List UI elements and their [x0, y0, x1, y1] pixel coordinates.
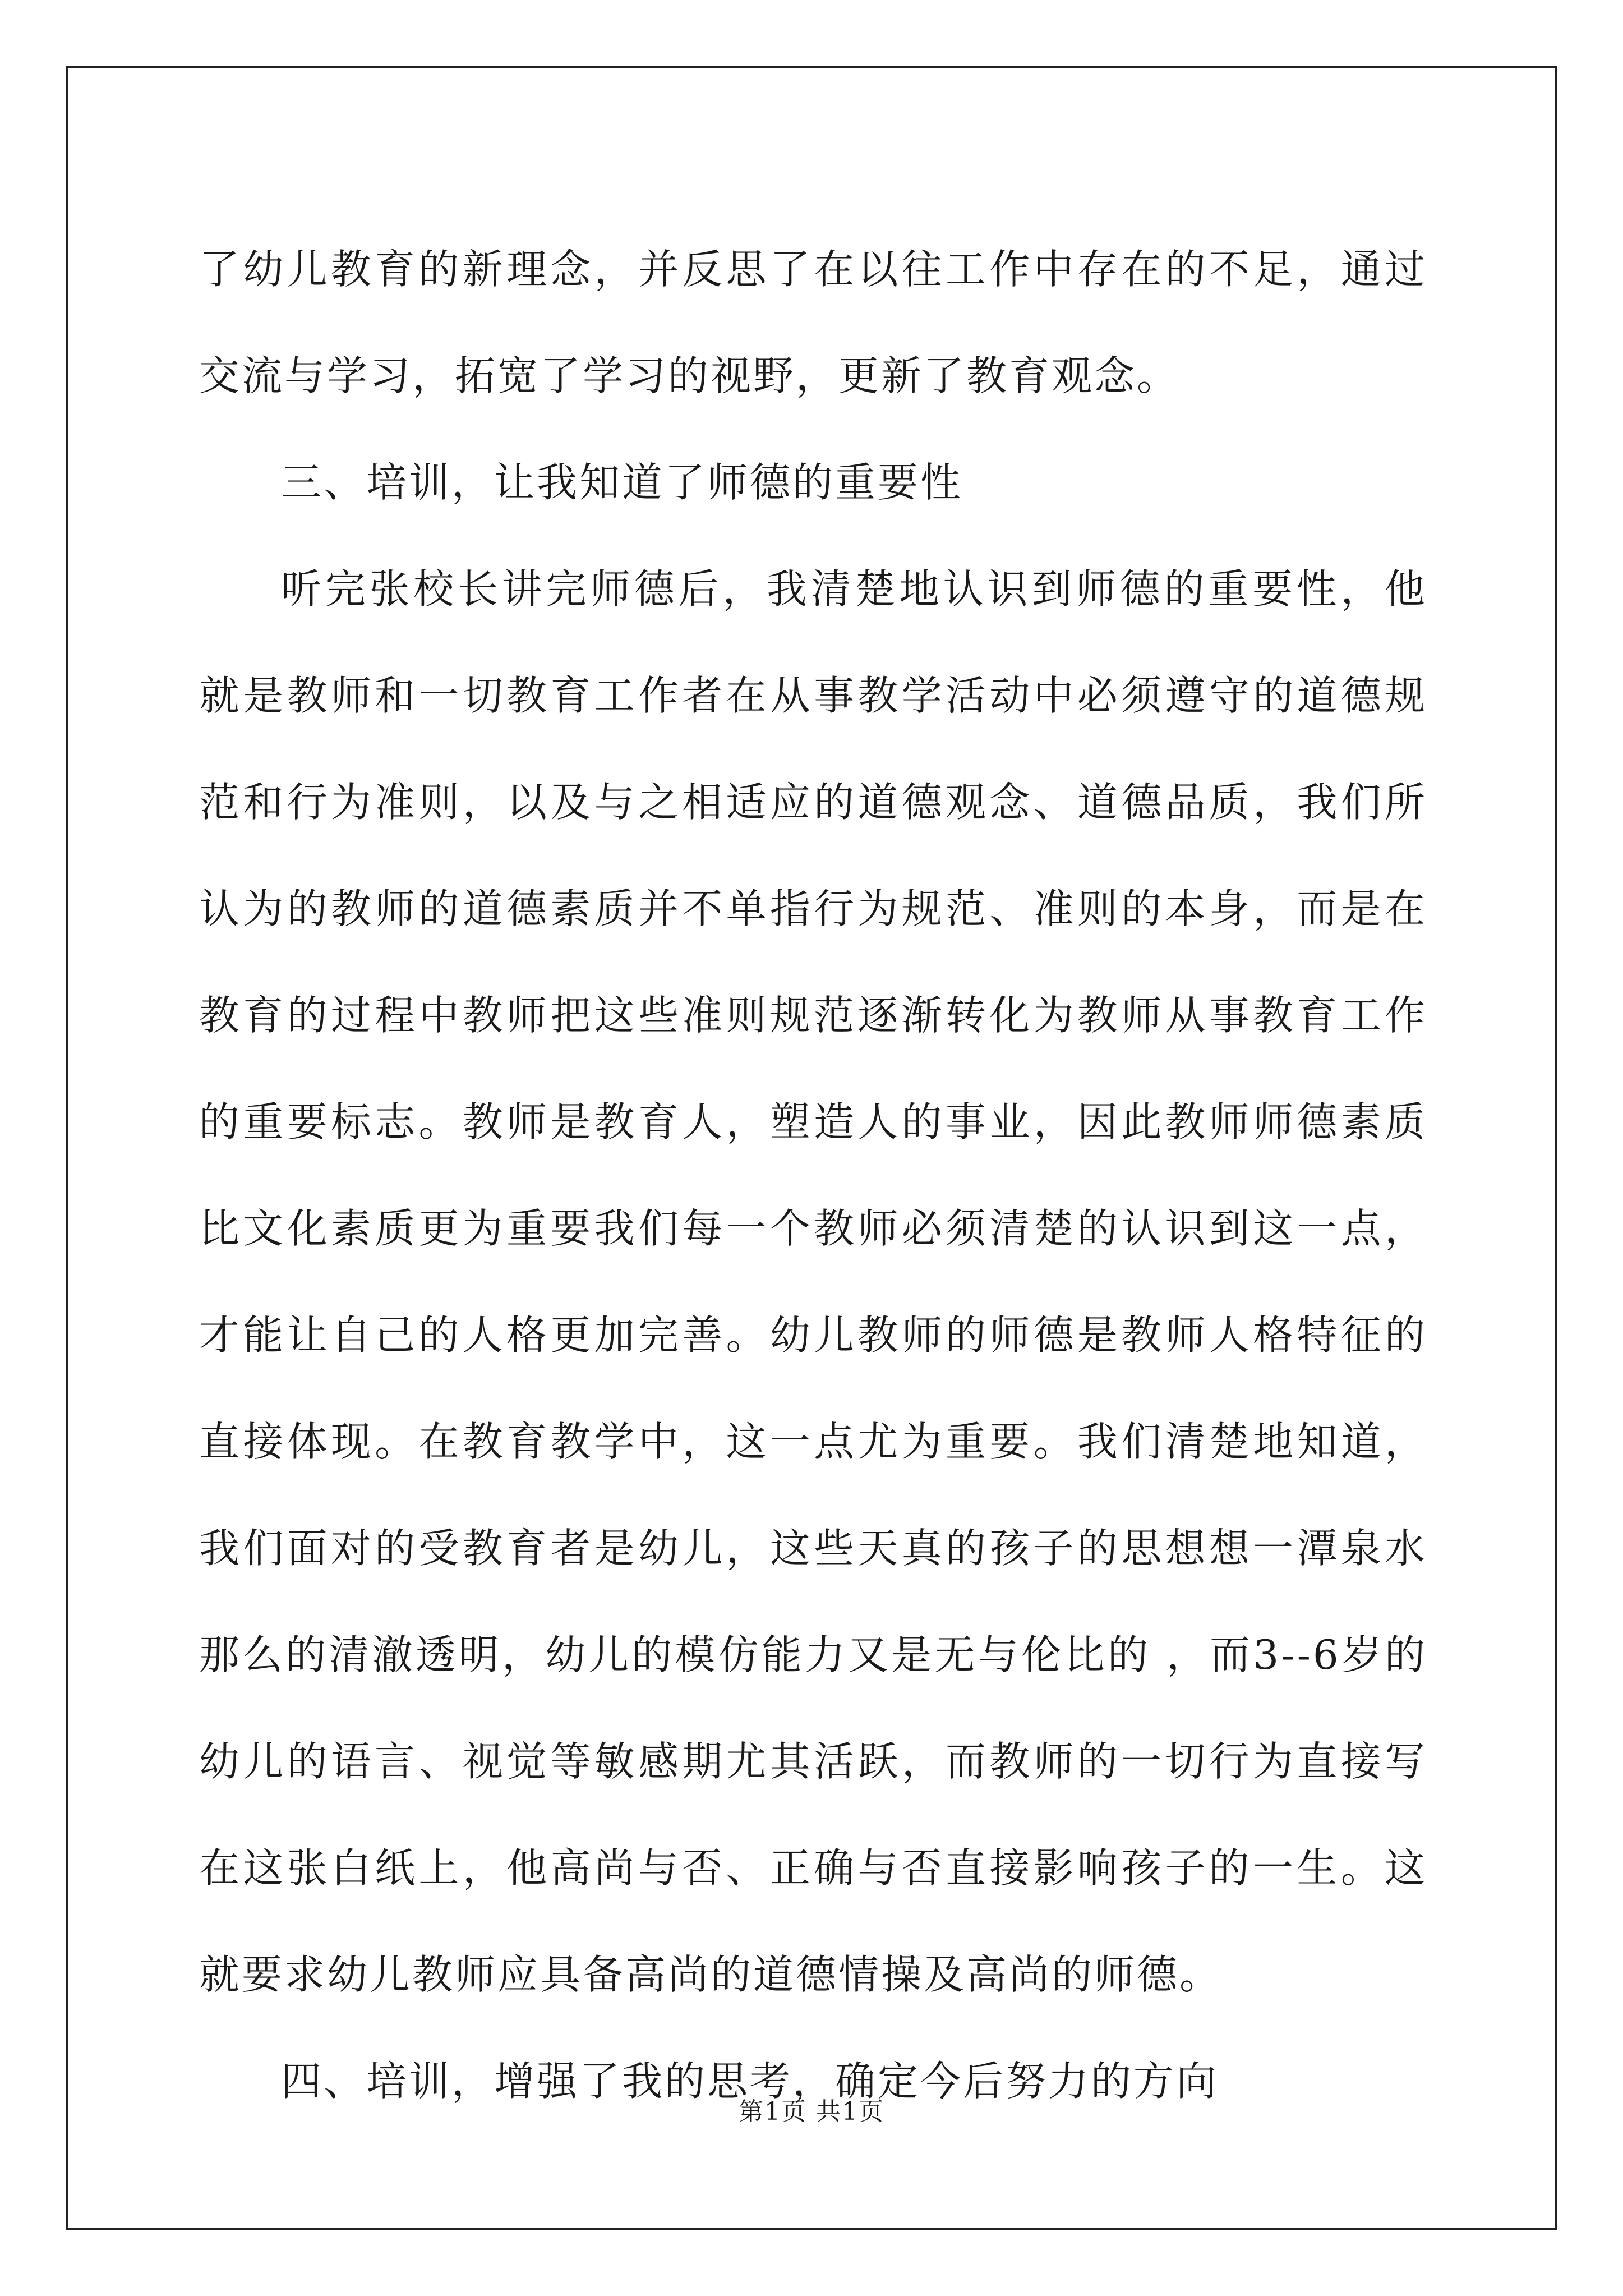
- paragraph-teacher-ethics: 听完张校长讲完师德后，我清楚地认识到师德的重要性，他就是教师和一切教育工作者在从事教学活动中必须遵守的道德规范和行为准则，以及与之相适应的道德观念、道德品质，我们所认为的教师的道德素质并不单指行为规范、准则的本身，而是在教育的过程中教师把这些准则规范逐渐转化为教师从事教育工作的重要标志。教师是教育人，塑造人的事业，因此教师师德素质比文化素质更为重要我们每一个教师必须清楚的认识到这一点，才能让自己的人格更加完善。幼儿教师的师德是教师人格特征的直接体现。在教育教学中，这一点尤为重要。我们清楚地知道，我们面对的受教育者是幼儿，这些天真的孩子的思想想一潭泉水那么的清澈透明，幼儿的模仿能力又是无与伦比的 ，而3--6岁的幼儿的语言、视觉等敏感期尤其活跃，而教师的一切行为直接写在这张白纸上，他高尚与否、正确与否直接影响孩子的一生。这就要求幼儿教师应具备高尚的道德情操及高尚的师德。: [199, 565, 1427, 1998]
- paragraph-continuation: 了幼儿教育的新理念，并反思了在以往工作中存在的不足，通过交流与学习，拓宽了学习的视野，更新了教育观念。: [199, 246, 1427, 399]
- document-body: [199, 216, 1427, 2134]
- section-heading-3: 三、培训，让我知道了师德的重要性: [281, 459, 963, 506]
- section-heading-4: 四、培训，增强了我的思考，确定今后努力的方向: [281, 2058, 1219, 2105]
- page-footer: 第1页 共1页: [739, 2097, 884, 2126]
